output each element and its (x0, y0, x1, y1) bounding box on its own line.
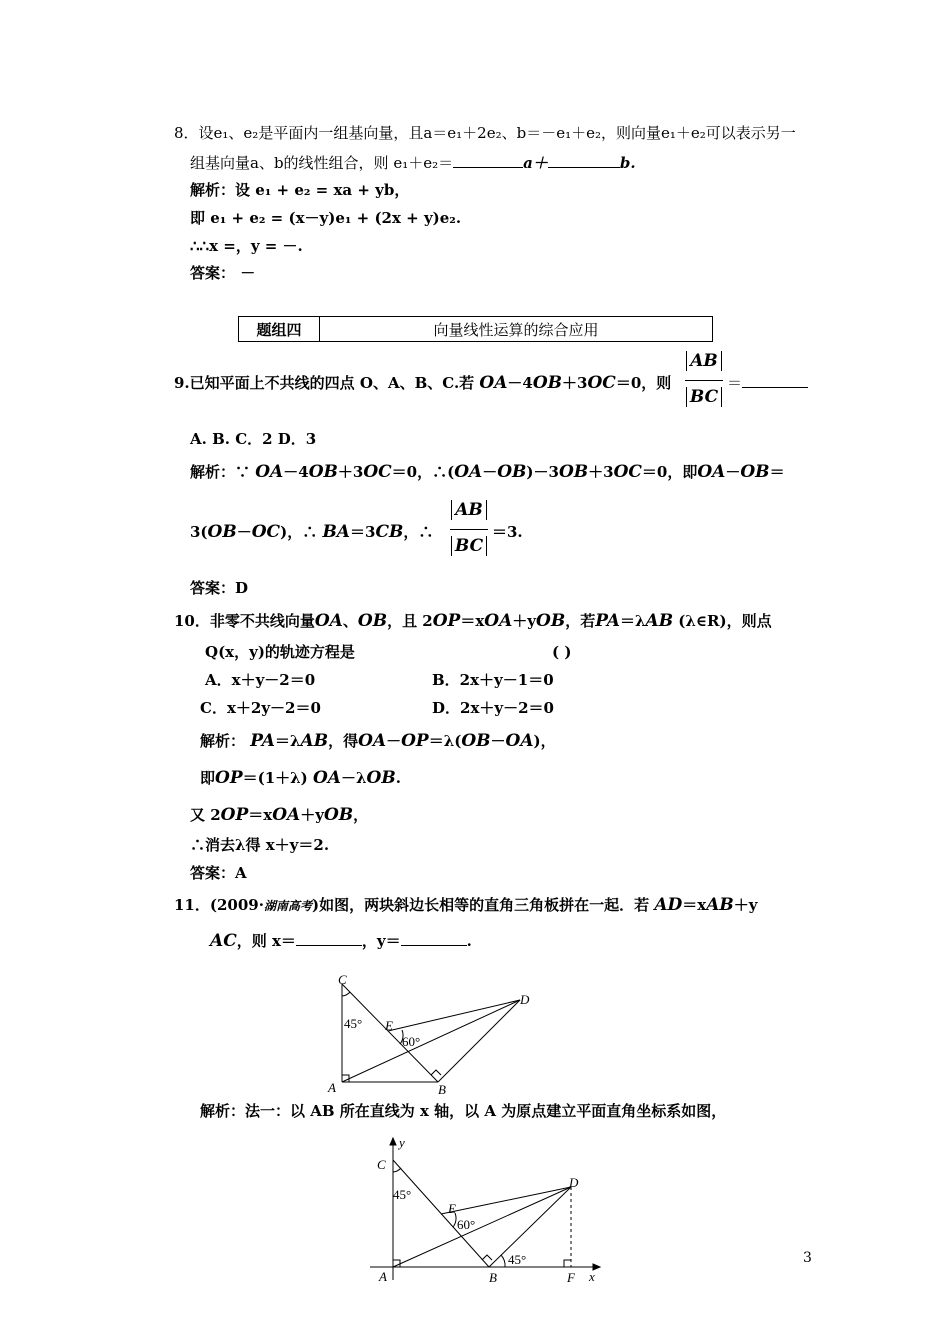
q11-stem-2 (210, 931, 472, 951)
q8-solution-1: 解析：设 e₁ + e₂ = xa + yb， (190, 181, 410, 199)
fig1-label-c: C (338, 972, 347, 987)
fig1-label-e: E (385, 1018, 393, 1033)
q9-eq-blank (727, 373, 808, 393)
q9-sol-frac-num: AB (450, 500, 488, 520)
fig1-line-ad (342, 1000, 520, 1082)
q10-s1-f: － (490, 732, 506, 750)
q11-s2-ac: AC (210, 931, 237, 951)
q9-s1-a: 解析：∵ (190, 463, 251, 481)
q10-s1-b: ＝λ (275, 732, 301, 750)
q9-s2-e: ，∴ (403, 523, 434, 541)
q10-s1-oa: OA (358, 731, 387, 751)
q10-s1-ab: AB (300, 731, 329, 751)
q9-solution-1 (190, 462, 785, 482)
q10-option-b: B．2x＋y－1＝0 (432, 671, 554, 689)
q8-answer: 答案： － (190, 264, 256, 282)
q11-s-ab: AB (706, 895, 734, 915)
q10-option-c: C．x＋2y－2＝0 (200, 699, 321, 717)
q10-s-plusy: ＋y (512, 612, 537, 630)
q9-plus3: ＋3 (562, 374, 588, 392)
fig1-label-b: B (438, 1082, 446, 1095)
q10-s1-e: ＝λ( (428, 732, 462, 750)
group-label: 题组四 (239, 317, 320, 342)
q10-s3-op: OP (220, 805, 249, 825)
q10-s1-a: 解析： (200, 732, 246, 750)
q11-s2-b: ，y＝ (361, 932, 401, 950)
q10-s-sep: 、 (342, 612, 358, 630)
q11-s2-c: . (466, 932, 472, 950)
q10-s-eqx: ＝x (460, 612, 485, 630)
q9-solution-2 (190, 522, 433, 542)
fig2-line-ad (393, 1187, 571, 1267)
q11-s-plusy: ＋y (733, 896, 758, 914)
q9-sol-eq3: ＝3. (492, 523, 523, 541)
q9-answer: 答案：D (190, 579, 249, 597)
q9-s1-oa2: OA (454, 462, 483, 482)
q8-line2-c: b. (619, 154, 636, 172)
q9-options: A. B. C．2 D．3 (190, 430, 317, 448)
q9-frac-bar (685, 380, 723, 381)
q8-solution-3: ∴∴x =，y = －. (190, 237, 303, 255)
fig1-label-60: 60° (402, 1034, 421, 1049)
q10-s3-ob: OB (323, 805, 354, 825)
q9-s1-f: )－3 (526, 463, 559, 481)
q9-s1-oa3: OA (697, 462, 726, 482)
fig2-label-f: F (567, 1270, 575, 1285)
fig1-arc-45 (342, 992, 350, 996)
q8-line2-b: a＋ (523, 154, 548, 172)
fig2-label-c: C (377, 1157, 386, 1172)
q10-s3-b: ＝x (248, 806, 273, 824)
page-number: 3 (803, 1250, 812, 1266)
q10-s3-a: 又 2 (190, 806, 221, 824)
q11-s-a: 11．(2009· (174, 896, 264, 914)
q9-eq0: ＝0，则 (615, 374, 672, 392)
q9-vec-ob: OB (532, 373, 563, 393)
fig2-label-45a: 45° (393, 1187, 412, 1202)
fig1-right-angle-b (431, 1070, 441, 1075)
q9-frac-den: BC (685, 387, 723, 407)
group-header-table (238, 316, 713, 342)
q9-s2-d: ＝3 (350, 523, 376, 541)
q11-stem-1 (174, 895, 757, 916)
q9-s1-oa: OA (255, 462, 284, 482)
q10-option-a: A．x＋y－2＝0 (205, 671, 316, 689)
q10-s2-oa: OA (313, 768, 341, 788)
q10-s2-c: －λ (341, 769, 367, 787)
fig2-label-b: B (489, 1270, 497, 1285)
q10-s2-op: OP (215, 768, 243, 788)
q9-s1-e: － (482, 463, 498, 481)
q9-s1-ob4: OB (740, 462, 770, 482)
fig2-right-angle-f (564, 1260, 571, 1267)
q8-solution-2: 即 e₁ + e₂ = (x－y)e₁ + (2x + y)e₂. (190, 209, 462, 227)
q10-s-oa: OA (314, 611, 343, 631)
q9-sol-frac-bar (450, 529, 488, 530)
q10-s1-ob: OB (461, 731, 491, 751)
q10-s1-d: － (386, 732, 402, 750)
q9-vec-oc: OC (587, 373, 616, 393)
fig1-label-45: 45° (344, 1016, 363, 1031)
q10-s-eql: ＝λ (619, 612, 646, 630)
q9-s2-c: )，∴ (280, 523, 318, 541)
q10-paren: ( ) (552, 643, 572, 661)
q9-s1-ob3: OB (558, 462, 589, 482)
fig2-label-d: D (569, 1175, 579, 1190)
q9-s1-oc: OC (363, 462, 392, 482)
q9-stem-text: 9.已知平面上不共线的四点 O、A、B、C.若 (174, 374, 475, 392)
q10-s2-d: . (395, 769, 401, 787)
q9-eq: ＝ (727, 374, 743, 392)
q10-stem-2: Q(x，y)的轨迹方程是 (205, 643, 355, 661)
q9-s1-d: ＝0，∴( (391, 463, 455, 481)
q8-blank-2 (548, 153, 620, 168)
fig1-label-a: A (328, 1080, 336, 1095)
q9-s2-cb: CB (375, 522, 404, 542)
q11-source: 湖南高考 (263, 899, 312, 913)
q8-blank-1 (453, 153, 523, 168)
fig2-label-y: y (399, 1135, 405, 1150)
q10-s3-c: ＋y (300, 806, 324, 824)
q10-solution-1 (200, 731, 556, 751)
q10-s1-c: ，得 (328, 732, 359, 750)
q10-s-d: (λ∈R)，则点 (678, 612, 772, 630)
fig1-line-ed (388, 1000, 520, 1031)
q10-solution-4: ∴消去λ得 x＋y＝2. (190, 836, 330, 854)
q10-s1-pa: PA (250, 731, 275, 751)
fig2-label-45b: 45° (508, 1252, 527, 1267)
q10-solution-3 (190, 805, 368, 825)
q11-solution: 解析：法一：以 AB 所在直线为 x 轴，以 A 为原点建立平面直角坐标系如图， (200, 1102, 727, 1120)
fig1-label-d: D (520, 992, 530, 1007)
q9-s1-ob: OB (308, 462, 338, 482)
q9-s2-ba: BA (322, 522, 350, 542)
q10-s-ob2: OB (536, 611, 566, 631)
q10-solution-2 (200, 768, 401, 788)
q10-s-ob: OB (357, 611, 388, 631)
q9-s1-b: －4 (283, 463, 309, 481)
q11-s2-a: ，则 x＝ (236, 932, 296, 950)
q11-s-ad: AD (654, 895, 683, 915)
q10-s-pa: PA (595, 611, 620, 631)
fig2-arc-45a (393, 1168, 401, 1172)
group-title: 向量线性运算的综合应用 (320, 317, 713, 342)
q9-s2-ob: OB (207, 522, 237, 542)
q9-s1-i: － (725, 463, 741, 481)
q9-stem (174, 373, 671, 393)
fig2-label-e: E (448, 1201, 456, 1216)
q11-s-b: )如图，两块斜边长相等的直角三角板拼在一起．若 (311, 896, 650, 914)
q10-s3-oa: OA (272, 805, 301, 825)
q10-answer: 答案：A (190, 864, 247, 882)
fig1-line-cb (342, 984, 438, 1082)
fig2-label-a: A (379, 1269, 387, 1284)
fig2-right-angle-b (482, 1255, 492, 1260)
q10-option-d: D．2x＋y－2＝0 (432, 699, 554, 717)
fig2-arc-45b (501, 1255, 505, 1267)
q11-figure-2 (365, 1135, 605, 1285)
q10-s2-ob: OB (366, 768, 396, 788)
q9-s2-oc: OC (251, 522, 281, 542)
fig2-y-arrow (390, 1138, 396, 1145)
q9-s1-h: ＝0，即 (641, 463, 698, 481)
fig1-line-bd (438, 1000, 520, 1082)
q10-s-b: ，且 2 (387, 612, 433, 630)
q10-s-c: ，若 (565, 612, 596, 630)
q9-sol-fraction (450, 496, 488, 562)
fig1-right-angle-a (342, 1075, 349, 1082)
q11-blank-x (296, 931, 362, 946)
q9-s1-j: ＝ (769, 463, 785, 481)
q10-s2-a: 即 (200, 769, 216, 787)
q8-line2 (190, 153, 636, 173)
q9-s2-a: 3( (190, 523, 208, 541)
q9-frac-num: AB (685, 351, 723, 371)
fig2-line-ed (441, 1187, 571, 1214)
q10-s1-oa2: OA (505, 731, 534, 751)
q11-figure-1 (320, 970, 540, 1095)
q9-s1-g: ＋3 (588, 463, 614, 481)
q9-sol-frac-den: BC (450, 536, 488, 556)
q9-minus4: －4 (507, 374, 533, 392)
q9-s1-c: ＋3 (337, 463, 364, 481)
q9-s2-b: － (236, 523, 252, 541)
q8-line1: 8．设e₁、e₂是平面内一组基向量，且a＝e₁＋2e₂、b＝－e₁＋e₂，则向量e₁＋e₂可以表示另一 (174, 124, 796, 142)
q9-vec-oa: OA (479, 373, 508, 393)
q8-line2-a: 组基向量a、b的线性组合，则 e₁＋e₂＝ (190, 154, 454, 172)
fig2-label-x: x (589, 1269, 595, 1284)
q9-blank (742, 373, 808, 388)
q10-s1-g: )， (533, 732, 556, 750)
q10-s-ab: AB (645, 611, 674, 631)
q10-s2-b: ＝(1＋λ) (242, 769, 308, 787)
q10-s-op: OP (432, 611, 461, 631)
q9-fraction (685, 347, 723, 413)
q9-s1-ob2: OB (497, 462, 527, 482)
q10-s3-d: ， (353, 806, 369, 824)
q11-blank-y (401, 931, 467, 946)
q10-s-a: 10．非零不共线向量 (174, 612, 315, 630)
q9-s1-oc2: OC (613, 462, 642, 482)
fig2-label-60: 60° (457, 1217, 476, 1232)
q10-s1-op: OP (401, 731, 429, 751)
q11-s-eqx: ＝x (682, 896, 707, 914)
q10-stem-1 (174, 611, 772, 631)
q10-s-oa2: OA (484, 611, 513, 631)
